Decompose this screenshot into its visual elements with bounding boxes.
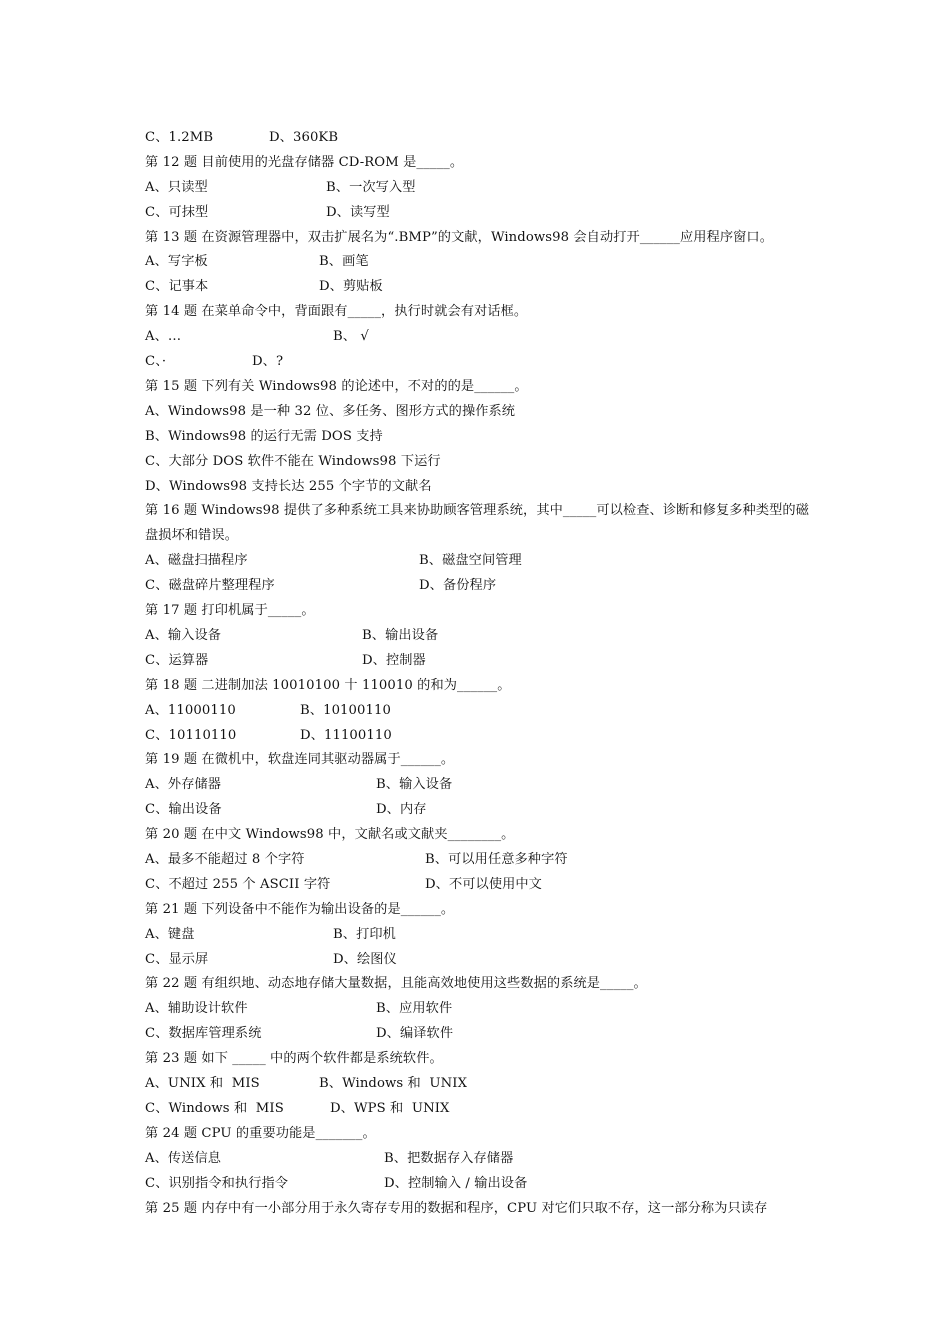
option-c: C、识别指令和执行指令 xyxy=(145,1175,289,1191)
option-row xyxy=(145,873,815,898)
option-c: C、显示屏 xyxy=(145,951,209,967)
option-row xyxy=(145,350,815,375)
question-12: 第 12 题 目前使用的光盘存储器 CD-ROM 是_____。 xyxy=(145,154,464,170)
question-list xyxy=(145,126,815,1221)
option-a: A、磁盘扫描程序 xyxy=(145,553,248,569)
option-a: A、UNIX 和 MIS xyxy=(145,1076,260,1092)
option-c: C、记事本 xyxy=(145,279,209,295)
option-c: C、Windows 和 MIS xyxy=(145,1100,284,1116)
option-a: A、传送信息 xyxy=(145,1150,222,1166)
option-row xyxy=(145,1097,815,1122)
option-a: A、… xyxy=(145,329,182,345)
option-row xyxy=(145,773,815,798)
option-b: B、一次写入型 xyxy=(326,179,416,195)
option-row xyxy=(145,724,815,749)
question-20: 第 20 题 在中文 Windows98 中，文献名或文献夹________。 xyxy=(145,827,515,843)
option-a: A、输入设备 xyxy=(145,627,222,643)
option-row xyxy=(145,201,815,226)
question-18: 第 18 题 二进制加法 10010100 十 110010 的和为______。 xyxy=(145,677,511,693)
option-c: C、可抹型 xyxy=(145,204,209,220)
option-row xyxy=(145,325,815,350)
option-d: D、控制器 xyxy=(362,652,426,668)
option-row xyxy=(145,997,815,1022)
question-13: 第 13 题 在资源管理器中，双击扩展名为“.BMP”的文献，Windows98 会自动打开______应用程序窗口。 xyxy=(145,229,774,245)
option-row xyxy=(145,1147,815,1172)
question-16: 第 16 题 Windows98 提供了多种系统工具来协助顾客管理系统，其中_____可以检查、诊断和修复多种类型的磁盘损坏和错误。 xyxy=(145,503,809,544)
question-25: 第 25 题 内存中有一小部分用于永久寄存专用的数据和程序，CPU 对它们只取不存，这一部分称为只读存 xyxy=(145,1200,768,1216)
option-row xyxy=(145,948,815,973)
option-a: A、键盘 xyxy=(145,926,195,942)
option-row xyxy=(145,126,815,151)
option-a: A、最多不能超过 8 个字符 xyxy=(145,851,305,867)
option-row xyxy=(145,699,815,724)
option-b: B、把数据存入存储器 xyxy=(384,1150,514,1166)
question-22: 第 22 题 有组织地、动态地存储大量数据，且能高效地使用这些数据的系统是_____。 xyxy=(145,976,647,992)
option-row xyxy=(145,1022,815,1047)
question-15: 第 15 题 下列有关 Windows98 的论述中，不对的的是______。 xyxy=(145,378,528,394)
option-b: B、画笔 xyxy=(319,254,369,270)
option-row xyxy=(145,798,815,823)
option-row xyxy=(145,848,815,873)
option-b: B、输出设备 xyxy=(362,627,439,643)
question-24: 第 24 题 CPU 的重要功能是_______。 xyxy=(145,1125,376,1141)
option-c: C、不超过 255 个 ASCII 字符 xyxy=(145,876,331,892)
option-d: D、Windows98 支持长达 255 个字节的文献名 xyxy=(145,478,432,494)
question-21: 第 21 题 下列设备中不能作为输出设备的是______。 xyxy=(145,901,455,917)
option-row xyxy=(145,250,815,275)
option-b: B、Windows 和 UNIX xyxy=(319,1076,468,1092)
option-d: D、11100110 xyxy=(300,727,392,743)
option-d: D、编译软件 xyxy=(376,1026,454,1042)
option-row xyxy=(145,275,815,300)
option-row xyxy=(145,624,815,649)
option-row xyxy=(145,574,815,599)
option-d: D、读写型 xyxy=(326,204,390,220)
option-d: D、WPS 和 UNIX xyxy=(330,1100,450,1116)
option-a: A、只读型 xyxy=(145,179,208,195)
option-row xyxy=(145,923,815,948)
option-row xyxy=(145,1072,815,1097)
option-c: C、1.2MB xyxy=(145,130,214,145)
option-a: A、外存储器 xyxy=(145,777,222,793)
option-a: A、写字板 xyxy=(145,254,208,270)
option-c: C、大部分 DOS 软件不能在 Windows98 下运行 xyxy=(145,453,441,469)
option-b: B、可以用任意多种字符 xyxy=(425,851,568,867)
option-d: D、360KB xyxy=(269,130,339,145)
question-23: 第 23 题 如下 _____ 中的两个软件都是系统软件。 xyxy=(145,1051,443,1067)
option-c: C、· xyxy=(145,354,167,370)
option-c: C、数据库管理系统 xyxy=(145,1026,262,1042)
option-b: B、 √ xyxy=(333,329,369,345)
question-17: 第 17 题 打印机属于_____。 xyxy=(145,603,315,619)
option-row xyxy=(145,649,815,674)
option-row xyxy=(145,176,815,201)
option-d: D、? xyxy=(252,354,284,370)
option-c: C、输出设备 xyxy=(145,802,222,818)
option-d: D、控制输入 / 输出设备 xyxy=(384,1175,528,1191)
option-b: B、10100110 xyxy=(300,702,392,718)
option-row xyxy=(145,1172,815,1197)
option-c: C、磁盘碎片整理程序 xyxy=(145,578,275,594)
option-b: B、Windows98 的运行无需 DOS 支持 xyxy=(145,428,383,444)
option-a: A、11000110 xyxy=(145,702,236,718)
question-14: 第 14 题 在菜单命令中，背面跟有_____，执行时就会有对话框。 xyxy=(145,304,528,320)
option-b: B、打印机 xyxy=(333,926,396,942)
option-d: D、备份程序 xyxy=(419,578,497,594)
option-d: D、不可以使用中文 xyxy=(425,876,542,892)
option-d: D、内存 xyxy=(376,802,427,818)
option-row xyxy=(145,549,815,574)
option-b: B、磁盘空间管理 xyxy=(419,553,522,569)
option-a: A、Windows98 是一种 32 位、多任务、图形方式的操作系统 xyxy=(145,403,516,419)
option-b: B、应用软件 xyxy=(376,1001,453,1017)
question-19: 第 19 题 在微机中，软盘连同其驱动器属于______。 xyxy=(145,752,455,768)
option-c: C、10110110 xyxy=(145,727,237,743)
option-d: D、绘图仪 xyxy=(333,951,397,967)
option-c: C、运算器 xyxy=(145,652,209,668)
option-d: D、剪贴板 xyxy=(319,279,383,295)
option-b: B、输入设备 xyxy=(376,777,453,793)
option-a: A、辅助设计软件 xyxy=(145,1001,248,1017)
